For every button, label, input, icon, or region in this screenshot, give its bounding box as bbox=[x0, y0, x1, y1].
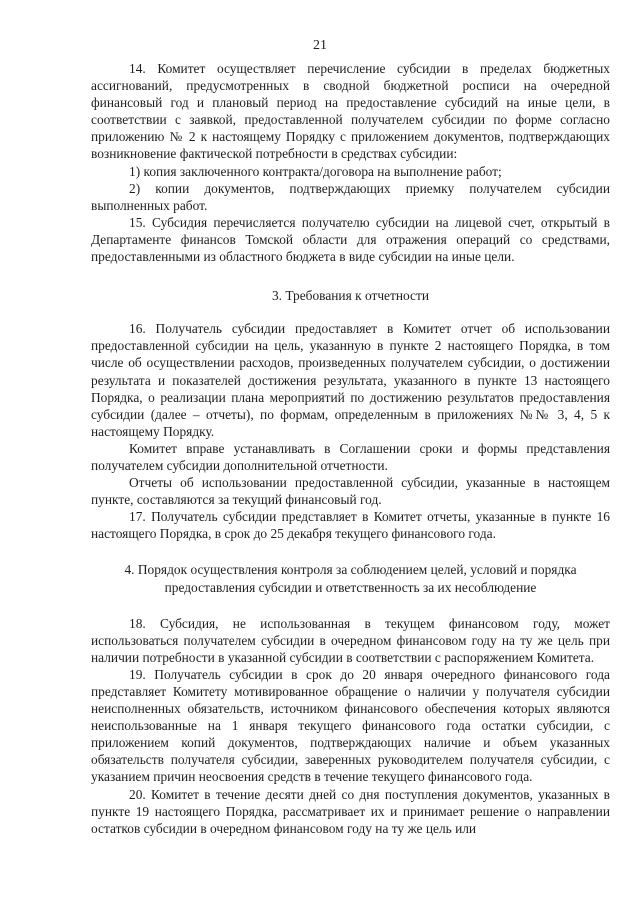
document-body bbox=[91, 60, 610, 837]
paragraph-14-item-2: 2) копии документов, подтверждающих приемку получателем субсидии выполненных работ. bbox=[91, 180, 610, 213]
page-number: 21 bbox=[313, 38, 327, 53]
paragraph-20: 20. Комитет в течение десяти дней со дня поступления документов, указанных в пункте 19 настоящего Порядка, рассматривает их и принимает решение о направлении остатков субсидии в очередном финансовом году на ту же цель или bbox=[91, 786, 610, 836]
paragraph-14: 14. Комитет осуществляет перечисление субсидии в пределах бюджетных ассигнований, предусмотренных в сводной бюджетной росписи на очередной финансовый год и плановый период на предоставление субсидий на иные цели, в соответствии с заявкой, предоставленной получателем субсидии по форме согласно приложению № 2 к настоящему Порядку с приложением документов, подтверждающих возникновение фактической потребности в средствах субсидии: bbox=[91, 61, 610, 162]
paragraph-17: 17. Получатель субсидии представляет в Комитет отчеты, указанные в пункте 16 настоящего Порядка, в срок до 25 декабря текущего финансового года. bbox=[91, 509, 610, 542]
paragraph-14-item-1: 1) копия заключенного контракта/договора на выполнение работ; bbox=[129, 163, 502, 179]
paragraph-16-reports: Отчеты об использовании предоставленной субсидии, указанные в настоящем пункте, составляются за текущий финансовый год. bbox=[91, 475, 610, 508]
paragraph-16: 16. Получатель субсидии предоставляет в Комитет отчет об использовании предоставленной субсидии на цель, указанную в пункте 2 настоящего Порядка, в том числе об осуществлении расходов, произведенных получателем субсидии, о достижении результата и показателей достижения результата, указанного в пункте 13 настоящего Порядка, о реализации плана мероприятий по достижению результатов предоставления субсидии (далее – отчеты), по формам, определенным в приложениях №№ 3, 4, 5 к настоящему Порядку. bbox=[91, 321, 610, 439]
paragraph-15: 15. Субсидия перечисляется получателю субсидии на лицевой счет, открытый в Департаменте финансов Томской области для отражения операций со средствами, предоставленными из областного бюджета в виде субсидии на иные цели. bbox=[91, 214, 610, 265]
paragraph-18: 18. Субсидия, не использованная в текущем финансовом году, может использоваться получателем субсидии в очередном финансовом году на ту же цель при наличии потребности в указанной субсидии в соответствии с распоряжением Комитета. bbox=[91, 615, 610, 665]
section-3-heading: 3. Требования к отчетности bbox=[271, 288, 430, 304]
section-4-heading: 4. Порядок осуществления контроля за соблюдением целей, условий и порядка предоставления субсидии и ответственность за их несоблюдение bbox=[124, 562, 577, 595]
paragraph-16-committee: Комитет вправе устанавливать в Соглашении сроки и формы представления получателем субсидии дополнительной отчетности. bbox=[91, 440, 610, 473]
paragraph-19: 19. Получатель субсидии в срок до 20 января очередного финансового года представляет Комитету мотивированное обращение о наличии у получателя субсидии неисполненных обязательств, источником финансового обеспечения которых являются неиспользованные на 1 января текущего финансового года остатки субсидии, с приложением копий документов, подтверждающих наличие и объем указанных обязательств получателя субсидии, заверенных руководителем получателя субсидии, с указанием причин неосвоения средств в течение текущего финансового года. bbox=[91, 666, 610, 785]
